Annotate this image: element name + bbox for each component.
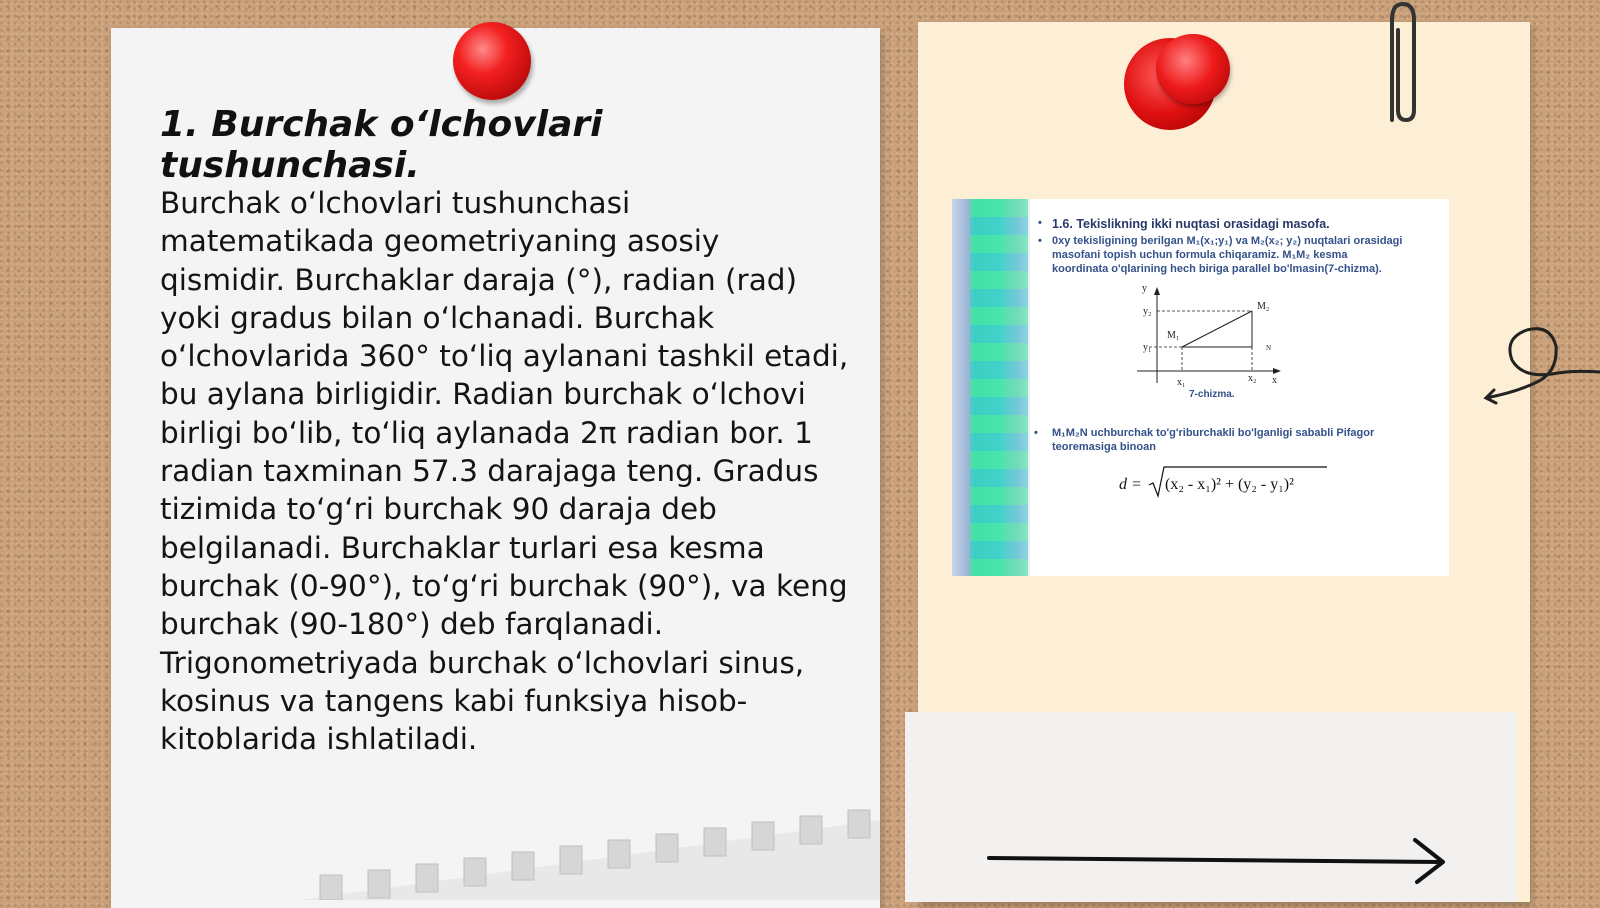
m2-label: M₂ (1257, 301, 1270, 312)
body-line: o‘lchovlarida 360° to‘liq aylanani tashkil etadi, (160, 339, 849, 374)
body-line: Trigonometriyada burchak o‘lchovlari sinus, (160, 645, 805, 680)
body-paragraph (160, 184, 850, 758)
figure-text-block (1034, 211, 1444, 276)
bullet-icon: • (1034, 427, 1038, 439)
body-line: kosinus va tangens kabi funksiya hisob- (160, 683, 748, 718)
figure-line: koordinata o'qlarining hech biriga parallel bo'lmasin(7-chizma). (1052, 263, 1382, 275)
x2-label: x₂ (1248, 373, 1257, 384)
figure-heading-text: 1.6. Tekislikning ikki nuqtasi orasidagi masofa. (1052, 217, 1330, 231)
paperclip-icon (1378, 0, 1424, 125)
body-line: bu aylana birligidir. Radian burchak o‘lchovi (160, 377, 806, 412)
coordinate-diagram (1127, 283, 1287, 403)
loop-arrow-icon (1482, 312, 1600, 412)
y1-label: y₁ (1143, 342, 1152, 353)
figure-paragraph-2 (1034, 426, 1442, 454)
pushpin-icon (1156, 34, 1230, 104)
figure-line: teoremasiga binoan (1052, 441, 1156, 453)
formula-lhs: d = (1119, 476, 1142, 493)
y-axis-label: y (1142, 283, 1147, 294)
body-line: belgilanadi. Burchaklar turlari esa kesma (160, 530, 765, 565)
body-line: Burchak o‘lchovlari tushunchasi (160, 186, 631, 220)
bullet-icon: • (1038, 217, 1042, 229)
body-line: birligi bo‘lib, to‘liq aylanada 2π radian bor. 1 (160, 415, 813, 450)
figure-line: masofani topish uchun formula chiqaramiz. M₁M₂ kesma (1052, 249, 1348, 261)
n-label: N (1266, 344, 1272, 352)
formula-radicand: (x₂ - x₁)² + (y₂ - y₁)² (1165, 476, 1294, 493)
distance-formula (1117, 461, 1357, 501)
body-line: burchak (0-90°), to‘g‘ri burchak (90°), va keng (160, 568, 848, 603)
arrow-right-icon (985, 836, 1450, 886)
body-line: kitoblarida ishlatiladi. (160, 722, 478, 757)
figure-caption: 7-chizma. (1189, 389, 1235, 400)
bullet-icon: • (1038, 235, 1042, 247)
y2-label: y₂ (1143, 306, 1152, 317)
body-line: matematikada geometriyaning asosiy (160, 224, 720, 259)
body-line: burchak (90-180°) deb farqlanadi. (160, 607, 664, 642)
body-line: radian taxminan 57.3 darajaga teng. Gradus (160, 454, 819, 489)
body-line: yoki gradus bilan o‘lchanadi. Burchak (160, 300, 715, 335)
m1-label: M₁ (1167, 330, 1180, 341)
figure-image (952, 199, 1449, 576)
figure-line: M₁M₂N uchburchak to'g'riburchakli bo'lganligi sababli Pifagor (1052, 427, 1375, 439)
x-axis-label: x (1272, 375, 1277, 386)
figure-heading (1034, 217, 1444, 231)
figure-paragraph (1034, 234, 1444, 276)
torn-paper-edge (300, 800, 880, 900)
slide-title: 1. Burchak o‘lchovlari tushunchasi. (160, 104, 603, 186)
body-line: qismidir. Burchaklar daraja (°), radian (rad) (160, 262, 798, 297)
figure-line: 0xy tekisligining berilgan M₁(x₁;y₁) va M₂(x₂; y₂) nuqtalari orasidagi (1052, 235, 1403, 247)
decorative-stripe (952, 199, 1030, 576)
pushpin-icon (453, 22, 531, 100)
body-line: tizimida to‘g‘ri burchak 90 daraja deb (160, 492, 717, 527)
x1-label: x₁ (1177, 377, 1186, 388)
